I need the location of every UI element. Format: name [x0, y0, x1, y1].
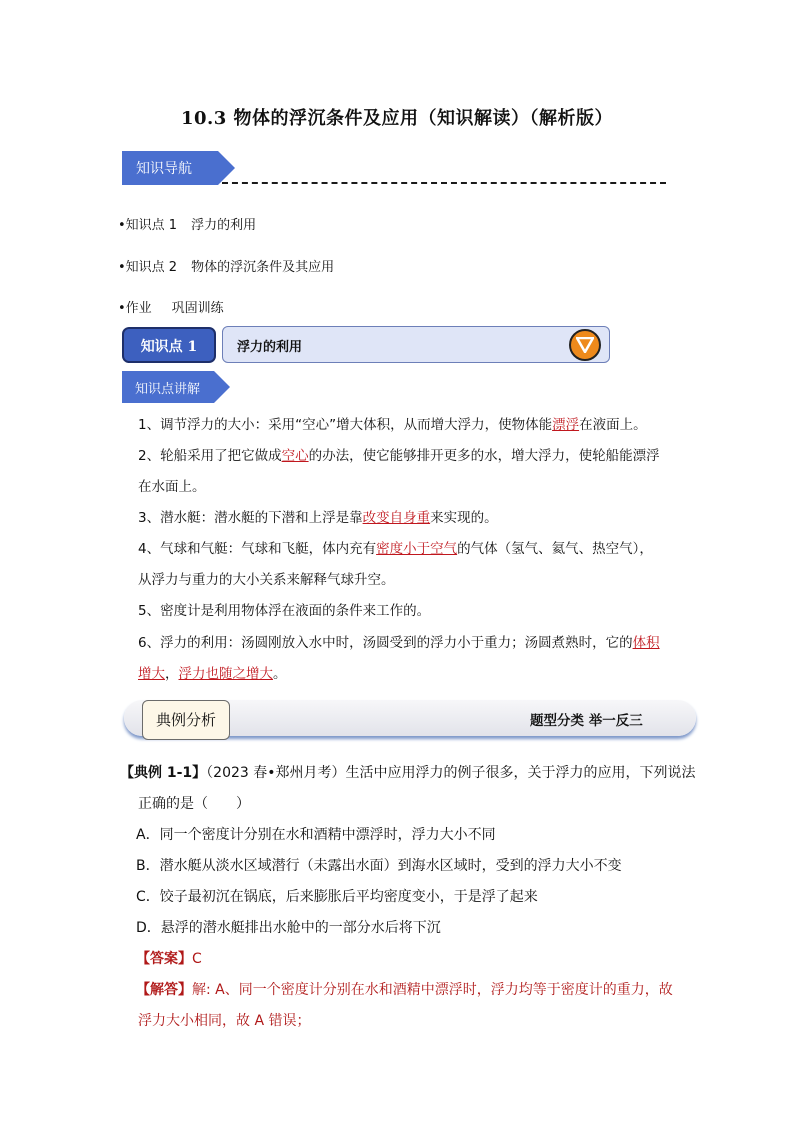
explanation-tag [122, 371, 230, 403]
point-3-text: 3、潜水艇：潜水艇的下潜和上浮是靠 [138, 510, 363, 526]
toc-item-2-text: 物体的浮沉条件及其应用 [191, 260, 335, 275]
example-subtitle: 题型分类 举一反三 [530, 713, 643, 729]
point-4-continued: 从浮力与重力的大小关系来解释气球升空。 [138, 572, 395, 588]
knowledge-point-title: 浮力的利用 [237, 340, 303, 355]
option-a: A．同一个密度计分别在水和酒精中漂浮时，浮力大小不同 [136, 827, 496, 843]
point-3-key: 改变自身重 [362, 510, 431, 526]
point-4 [138, 539, 653, 559]
page-title: 10.3 物体的浮沉条件及应用（知识解读）（解析版） [180, 108, 614, 129]
point-1-text: 1、调节浮力的大小：采用“空心”增大体积，从而增大浮力，使物体能 [138, 417, 553, 433]
point-1-tail: 在液面上。 [579, 417, 647, 433]
point-2-tail: 的办法，使它能够排开更多的水，增大浮力，使轮船能漂浮 [308, 448, 660, 464]
analysis-tag: 【解答】 [136, 982, 192, 998]
option-c: C．饺子最初沉在锅底，后来膨胀后平均密度变小，于是浮了起来 [136, 889, 538, 905]
analysis-continued: 浮力大小相同，故 A 错误； [138, 1013, 311, 1029]
point-6-text: 6、浮力的利用：汤圆刚放入水中时，汤圆受到的浮力小于重力；汤圆煮熟时，它的 [138, 635, 633, 651]
point-2-continued: 在水面上。 [138, 479, 206, 495]
expand-icon[interactable] [569, 329, 601, 361]
option-b: B．潜水艇从淡水区域潜行（未露出水面）到海水区域时，受到的浮力大小不变 [136, 858, 622, 874]
analysis [136, 980, 673, 1000]
point-4-tail: 的气体（氢气、氦气、热空气）， [457, 541, 653, 557]
point-2 [138, 446, 660, 466]
explanation-label: 知识点讲解 [135, 382, 201, 397]
knowledge-point-bar [222, 326, 610, 363]
point-5: 5、密度计是利用物体浮在液面的条件来工作的。 [138, 603, 431, 619]
point-6-end: 。 [273, 666, 287, 682]
answer [136, 949, 202, 969]
analysis-text: 解: A、同一个密度计分别在水和酒精中漂浮时，浮力均等于密度计的重力，故 [192, 982, 673, 998]
answer-tag: 【答案】 [136, 951, 192, 967]
example-question-continued: 正确的是（ ） [138, 796, 250, 812]
point-1-key: 漂浮 [552, 417, 580, 433]
point-6 [138, 633, 660, 653]
point-4-text: 4、气球和气艇：气球和飞艇，体内充有 [138, 541, 377, 557]
example-label: 典例分析 [142, 700, 230, 740]
toc-item-1-label: •知识点 1 [118, 218, 178, 233]
nav-divider [222, 182, 666, 184]
toc-item-3[interactable] [118, 297, 224, 316]
point-3 [138, 508, 498, 528]
toc-item-2[interactable] [118, 256, 334, 275]
point-4-key: 密度小于空气 [376, 541, 458, 557]
point-2-key: 空心 [281, 448, 309, 464]
knowledge-point-badge: 知识点 1 [122, 327, 216, 363]
triangle-down-icon [576, 337, 594, 353]
point-6-continued [138, 664, 287, 684]
knowledge-nav-tag [122, 151, 234, 185]
toc-item-3-label: •作业 [118, 301, 152, 316]
point-1 [138, 415, 647, 435]
toc-item-2-label: •知识点 2 [118, 260, 178, 275]
option-d: D．悬浮的潜水艇排出水舱中的一部分水后将下沉 [136, 920, 441, 936]
example-question [120, 763, 696, 783]
point-6-key-2: 增大 [138, 666, 165, 682]
example-source: （2023 春•郑州月考） [206, 765, 346, 781]
example-question-text: 生活中应用浮力的例子很多，关于浮力的应用，下列说法 [345, 765, 696, 781]
example-tag: 【典例 1-1】 [120, 765, 207, 781]
answer-value: C [192, 951, 202, 967]
toc-item-3-text: 巩固训练 [171, 301, 224, 316]
point-3-tail: 来实现的。 [430, 510, 498, 526]
point-6-sep: ， [165, 666, 179, 682]
toc-item-1[interactable] [118, 214, 256, 233]
knowledge-nav-label: 知识导航 [136, 161, 192, 177]
point-2-text: 2、轮船采用了把它做成 [138, 448, 282, 464]
point-6-key-3: 浮力也随之增大 [178, 666, 273, 682]
point-6-key-1: 体积 [632, 635, 660, 651]
toc-item-1-text: 浮力的利用 [191, 218, 257, 233]
